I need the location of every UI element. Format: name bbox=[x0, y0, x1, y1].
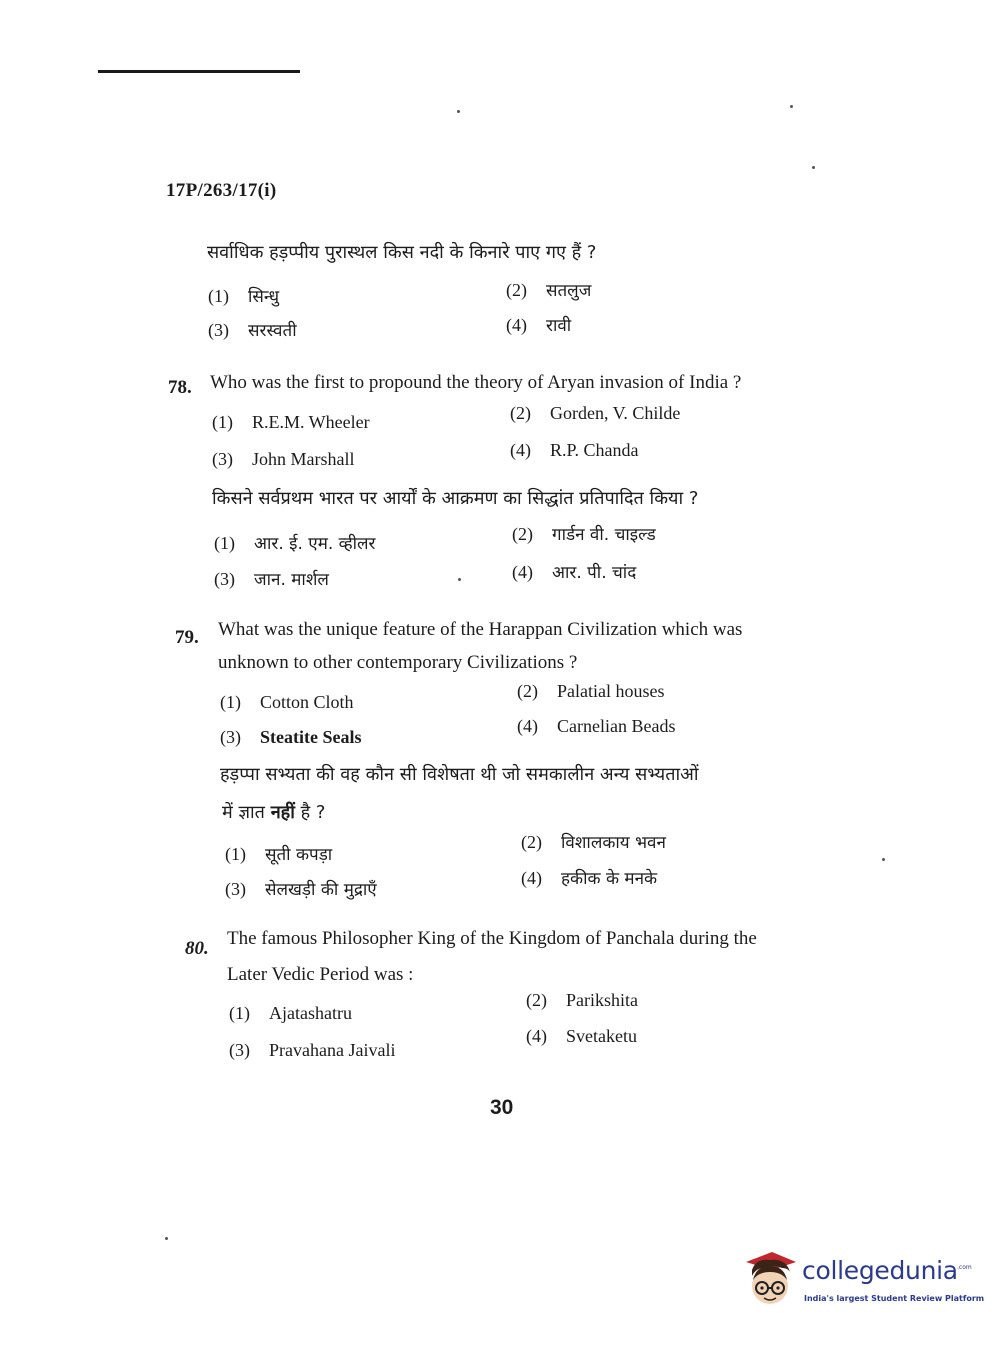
q78-hindi-option-2 bbox=[512, 522, 656, 545]
q79-hindi-option-2 bbox=[521, 830, 666, 853]
q77-hindi-option-3 bbox=[208, 318, 297, 341]
q78-hindi-option-4 bbox=[512, 560, 636, 583]
q77-hindi-question: सर्वाधिक हड़प्पीय पुरास्थल किस नदी के किनारे पाए गए हैं ? bbox=[207, 242, 597, 263]
option-number: (3) bbox=[229, 1040, 250, 1060]
option-number: (4) bbox=[512, 562, 533, 582]
scan-speck bbox=[457, 110, 460, 113]
option-text: सरस्वती bbox=[248, 321, 297, 341]
q79-option-3 bbox=[220, 727, 361, 748]
q77-hindi-option-4 bbox=[506, 313, 571, 336]
option-number: (2) bbox=[521, 832, 542, 852]
q78-question: Who was the first to propound the theory of Aryan invasion of India ? bbox=[210, 372, 742, 393]
q77-hindi-option-1 bbox=[208, 284, 279, 307]
option-text: आर. ई. एम. व्हीलर bbox=[254, 534, 376, 554]
option-number: (1) bbox=[229, 1003, 250, 1023]
q80-option-2 bbox=[526, 990, 638, 1011]
option-number: (2) bbox=[526, 990, 547, 1010]
q80-question-line1: The famous Philosopher King of the Kingdom of Panchala during the bbox=[227, 928, 757, 949]
q80-question-line2: Later Vedic Period was : bbox=[227, 964, 414, 985]
page-number: 30 bbox=[490, 1096, 514, 1119]
brand-tagline: India's largest Student Review Platform bbox=[804, 1294, 985, 1303]
option-text: Carnelian Beads bbox=[557, 716, 676, 736]
q79-hindi-question-line2 bbox=[222, 800, 325, 824]
option-number: (2) bbox=[510, 403, 531, 423]
option-text: सेलखड़ी की मुद्राएँ bbox=[265, 880, 377, 900]
option-number: (4) bbox=[526, 1026, 547, 1046]
option-text: आर. पी. चांद bbox=[552, 563, 637, 583]
option-text: हकीक के मनके bbox=[561, 869, 658, 889]
option-number: (3) bbox=[220, 727, 241, 747]
mascot-logo-icon bbox=[742, 1250, 798, 1312]
option-number: (1) bbox=[225, 844, 246, 864]
option-number: (4) bbox=[517, 716, 538, 736]
option-text: Ajatashatru bbox=[269, 1003, 352, 1023]
q79-option-1 bbox=[220, 692, 354, 713]
q78-hindi-option-3 bbox=[214, 567, 329, 590]
option-number: (3) bbox=[225, 879, 246, 899]
q80-option-4 bbox=[526, 1026, 637, 1047]
top-rule bbox=[98, 70, 300, 73]
q79-number: 79. bbox=[175, 627, 199, 648]
q79-hindi-option-4 bbox=[521, 866, 657, 889]
option-number: (3) bbox=[214, 569, 235, 589]
q77-hindi-option-2 bbox=[506, 278, 591, 301]
option-text: Steatite Seals bbox=[260, 727, 362, 747]
q80-option-1 bbox=[229, 1003, 352, 1024]
option-number: (1) bbox=[212, 412, 233, 432]
q78-hindi-question: किसने सर्वप्रथम भारत पर आर्यों के आक्रमण का सिद्धांत प्रतिपादित किया ? bbox=[212, 488, 699, 509]
option-number: (1) bbox=[220, 692, 241, 712]
option-text: गार्डन वी. चाइल्ड bbox=[552, 525, 656, 545]
option-number: (1) bbox=[208, 286, 229, 306]
scan-speck bbox=[458, 578, 461, 581]
option-number: (2) bbox=[506, 280, 527, 300]
option-text: Pravahana Jaivali bbox=[269, 1040, 396, 1060]
option-number: (2) bbox=[517, 681, 538, 701]
option-text: विशालकाय भवन bbox=[561, 833, 666, 853]
q78-option-2 bbox=[510, 403, 680, 424]
option-number: (3) bbox=[212, 449, 233, 469]
q79-hindi-line2-end: है ? bbox=[300, 802, 326, 823]
q79-hindi-option-3 bbox=[225, 877, 377, 900]
option-text: R.P. Chanda bbox=[550, 440, 639, 460]
q78-hindi-option-1 bbox=[214, 531, 376, 554]
q78-option-4 bbox=[510, 440, 639, 461]
option-text: रावी bbox=[546, 316, 572, 336]
brand-domain: .com bbox=[957, 1264, 972, 1271]
q80-number: 80. bbox=[185, 938, 209, 959]
brand-name: collegedunia bbox=[802, 1256, 958, 1285]
q79-question-line2: unknown to other contemporary Civilizations ? bbox=[218, 652, 578, 673]
option-number: (4) bbox=[510, 440, 531, 460]
q79-hindi-emphasis: नहीं bbox=[270, 802, 295, 823]
q78-number: 78. bbox=[168, 377, 192, 398]
option-text: Palatial houses bbox=[557, 681, 665, 701]
q79-option-4 bbox=[517, 716, 675, 737]
option-text: सतलुज bbox=[546, 281, 592, 301]
scan-speck bbox=[790, 105, 793, 108]
option-text: Gorden, V. Childe bbox=[550, 403, 681, 423]
q79-hindi-option-1 bbox=[225, 842, 332, 865]
scan-speck bbox=[165, 1237, 168, 1240]
collegedunia-watermark bbox=[742, 1250, 985, 1320]
option-text: सूती कपड़ा bbox=[265, 845, 333, 865]
option-number: (4) bbox=[506, 315, 527, 335]
option-text: John Marshall bbox=[252, 449, 355, 469]
option-text: Cotton Cloth bbox=[260, 692, 354, 712]
q79-hindi-question-line1: हड़प्पा सभ्यता की वह कौन सी विशेषता थी जो समकालीन अन्य सभ्यताओं bbox=[220, 764, 699, 785]
q79-option-2 bbox=[517, 681, 664, 702]
scan-speck bbox=[812, 166, 815, 169]
option-text: Svetaketu bbox=[566, 1026, 637, 1046]
option-text: Parikshita bbox=[566, 990, 638, 1010]
q78-option-3 bbox=[212, 449, 355, 470]
option-text: जान. मार्शल bbox=[254, 570, 329, 590]
option-number: (4) bbox=[521, 868, 542, 888]
q80-option-3 bbox=[229, 1040, 395, 1061]
option-number: (3) bbox=[208, 320, 229, 340]
q79-hindi-line2-start: में ज्ञात bbox=[222, 802, 265, 823]
option-text: R.E.M. Wheeler bbox=[252, 412, 370, 432]
option-text: सिन्धु bbox=[248, 287, 280, 307]
q78-option-1 bbox=[212, 412, 370, 433]
option-number: (2) bbox=[512, 524, 533, 544]
q79-question-line1: What was the unique feature of the Harappan Civilization which was bbox=[218, 619, 743, 640]
scan-speck bbox=[882, 858, 885, 861]
option-number: (1) bbox=[214, 533, 235, 553]
paper-code: 17P/263/17(i) bbox=[166, 180, 277, 201]
